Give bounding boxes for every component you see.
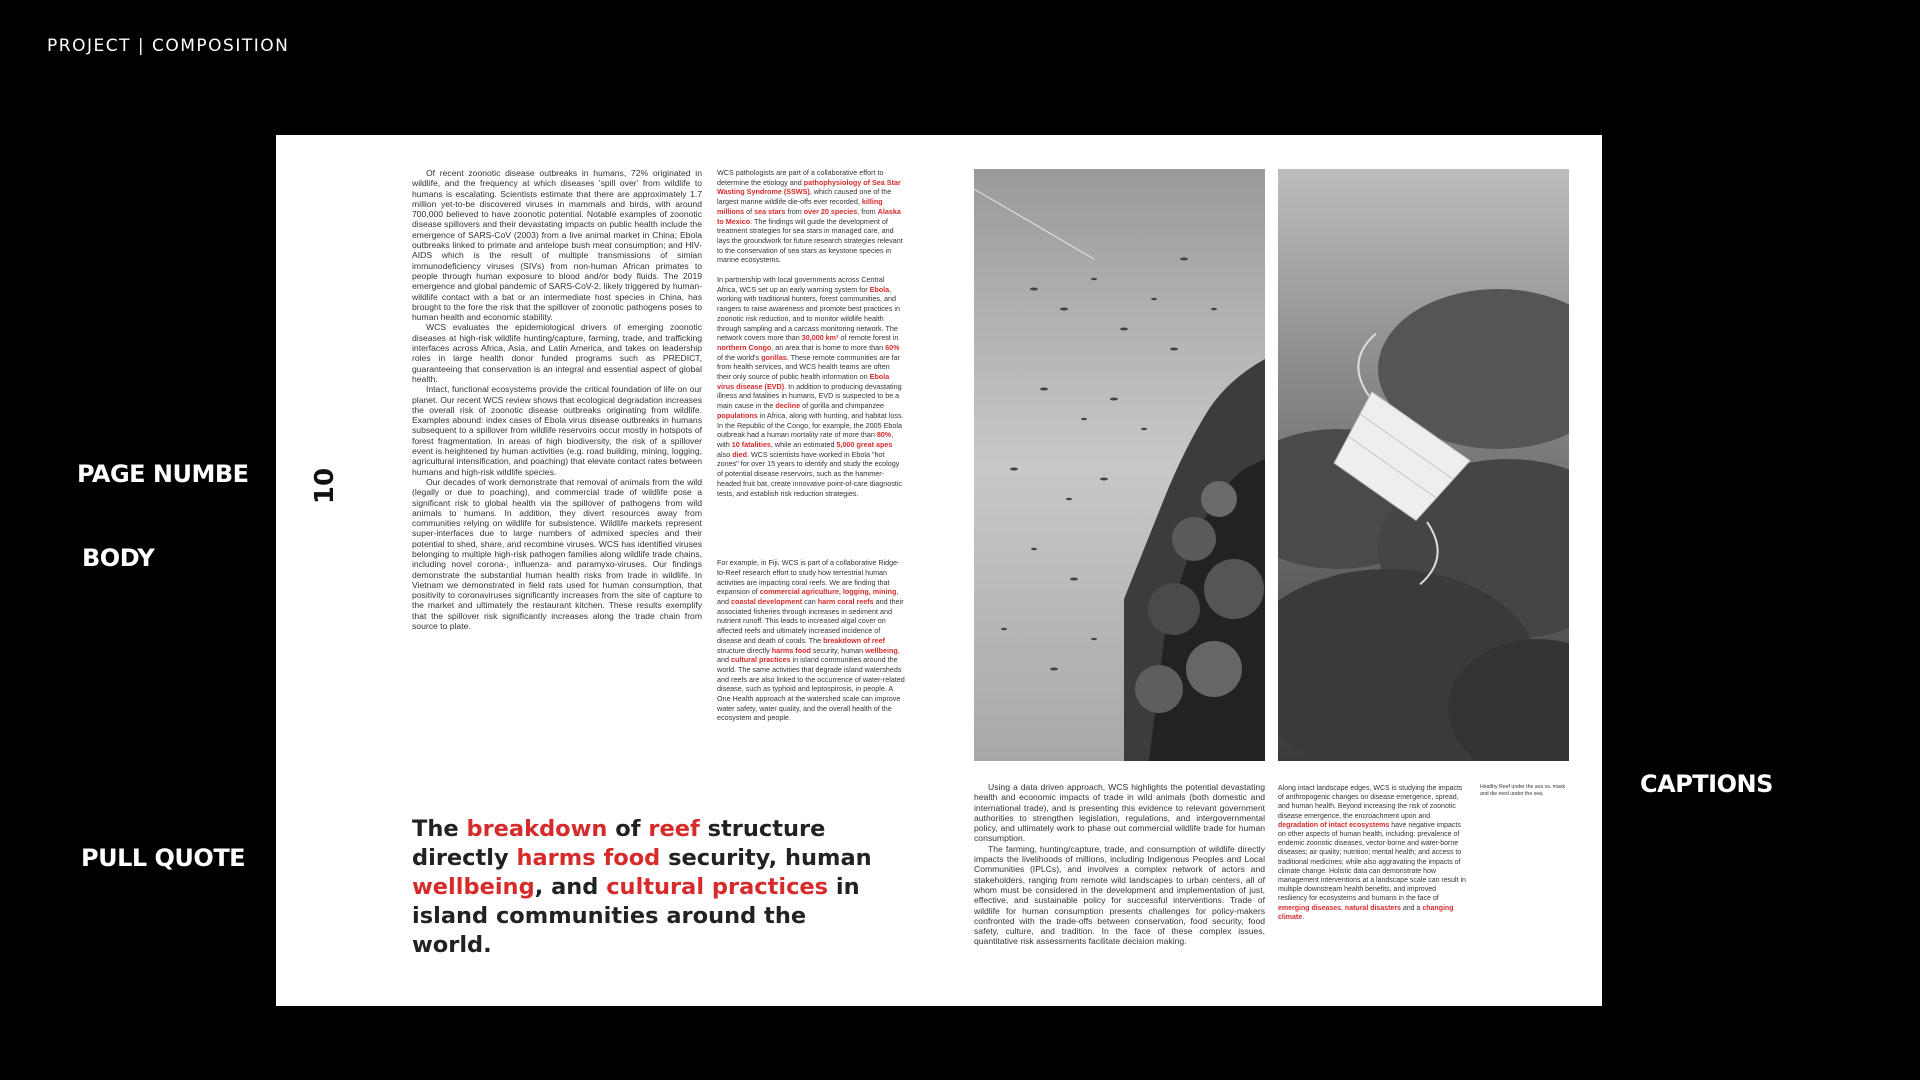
side-block-fiji: For example, in Fiji, WCS is part of a collaborative Ridge-to-Reef research effort to study how terrestrial human activities are impacting coral reefs. We are finding that expansion of commercial agriculture, logging, mining, and coastal development can harm coral reefs and their associated fisheries through increases in sediment and nutrient runoff. This leads to increased algal cover on affected reefs and ultimately increased incidence of disease and death of corals. The breakdown of reef structure directly harms food security, human wellbeing, and cultural practices in island communities around the world. The same activities that degrade island watersheds and reefs are also linked to the occurrence of water-related disease, such as typhoid and leptospirosis, in people. A One Health approach at the watershed scale can improve water safety, water quality, and the overall health of the ecosystem and people. <box>717 558 905 723</box>
side-column <box>717 168 905 733</box>
body-paragraph: Intact, functional ecosystems provide the critical foundation of life on our planet. Our recent WCS review shows that ecological degradation increases the overall risk of zoonotic disease outbreaks originating from wildlife. Examples abound: index cases of Ebola virus disease outbreaks in humans subsequent to a spillover from wildlife reservoirs occur mostly in hotspots of forest fragmentation. In areas of high biodiversity, the risk of a spillover event is heightened by human activities (e.g. road building, mining, logging, agricultural intensification, and poaching) that elevate contact rates between humans and high-risk wildlife species. <box>412 384 702 477</box>
body-paragraph: WCS evaluates the epidemiological drivers of emerging zoonotic diseases at high-risk wildlife hunting/capture, farming, trade, and trafficking interfaces across Africa, Asia, and Latin America, and takes on leadership roles in large health donor funded programs such as PREDICT, guaranteeing that conservation is an integral and essential aspect of global health. <box>412 322 702 384</box>
body-column <box>412 168 702 738</box>
bottom-paragraph: Using a data driven approach, WCS highlights the potential devastating health and economic impacts of trade in wild animals (both domestic and international trade), and is presenting this evidence to relevant government authorities to strengthen legislation, regulations, and intergovernmental policy, and ultimately work to phase out commercial wildlife trade for human consumption. <box>974 782 1265 844</box>
pull-quote: The breakdown of reef structure directly harms food security, human wellbeing, and cultural practices in island communities around the world. <box>412 816 872 958</box>
body-paragraph: Our decades of work demonstrate that removal of animals from the wild (legally or due to poaching), and commercial trade of wildlife pose a significant risk to global health via the spillover of pathogens from wild animals to humans. In addition, they divert resources away from communities relying on wildlife for subsistence. Wildlife markets represent super-interfaces due to large numbers of admixed species and their potential to shed, share, and recombine viruses. WCS has identified viruses belonging to multiple high-risk pathogen families along wildlife trade chains, including novel corona-, influenza- and paramyxo-viruses. Our findings demonstrate the substantial human health risks from trade in wildlife. In Vietnam we demonstrated in field rats used for human consumption, that positivity to coronaviruses significantly increases from the site of capture to the market and ultimately the restaurant kitchen. These results exemplify that the spillover risk significantly increases along the trade chain from source to plate. <box>412 476 702 632</box>
label-captions: CAPTIONS <box>1640 770 1773 798</box>
bottom-body-column <box>974 782 1265 994</box>
bottom-paragraph: The farming, hunting/capture, trade, and consumption of wildlife directly impacts the livelihoods of millions, including Indigenous Peoples and Local Communities (IPLCs), and involves a complex network of actors and stakeholders, ranging from remote wild landscapes to urban centers, all of whom must be considered in the development and implementation of just, effective, and sustainable policy for successful interventions. Trade of wildlife for human consumption presents challenges for policy-makers confronted with the trade-offs between conservation, food security, food safety, culture, and tradition. In the face of these complex issues, quantitative risk assessments facilitate decision making. <box>974 843 1265 947</box>
side-block-sea-stars: WCS pathologists are part of a collaborative effort to determine the etiology and pathophysiology of Sea Star Wasting Syndrome (SSWS), which caused one of the largest marine wildlife die-offs ever recorded, killing millions of sea stars from over 20 species, from Alaska to Mexico. The findings will guide the development of treatment strategies for sea stars in managed care, and lays the groundwork for future research strategies relevant to the conservation of sea stars as keystone species in marine ecosystems. <box>717 168 903 265</box>
magazine-spread <box>276 135 1602 1006</box>
side-block-ebola: In partnership with local governments across Central Africa, WCS set up an early warning system for Ebola, working with traditional hunters, forest communities, and rangers to raise awareness and promote best practices in zoonotic risk reduction, and to monitor wildlife health through sampling and a carcass monitoring network. The network covers more than 30,000 km² of remote forest in northern Congo, an area that is home to more than 60% of the world's gorillas. These remote communities are far from health services, and WCS health teams are often their only source of public health information on Ebola virus disease (EVD). In addition to producing devastating illness and fatalities in humans, EVD is suspected to be a main cause in the decline of gorilla and chimpanzee populations in Africa, along with hunting, and habitat loss. In the Republic of the Congo, for example, the 2005 Ebola outbreak had a human mortality rate of more than 80%, with 10 fatalities, while an estimated 5,000 great apes also died. WCS scientists have worked in Ebola "hot zones" for over 15 years to identify and study the ecology of potential disease reservoirs, such as the hammer-headed fruit bat, create innovative point-of-care diagnostic tests, and establish risk reduction strategies. <box>717 275 904 498</box>
body-paragraph: Of recent zoonotic disease outbreaks in humans, 72% originated in wildlife, and the frequency at which diseases 'spill over' from wildlife to humans is escalating. Scientists estimate that there are approximately 1.7 million yet-to-be discovered viruses in mammals and birds, with around 700,000 believed to have zoonotic potential. Notable examples of zoonotic disease spillovers and their devastating impacts on public health include the emergence of SARS-CoV (2003) from a live animal market in China; Ebola outbreaks linked to primate and antelope bush meat consumption; and HIV-AIDS which is the result of multiple transmissions of simian immunodeficiency viruses (SIVs) from non-human African primates to people through human exposure to blood and/or body fluids. The 2019 emergence and global pandemic of SARS-CoV-2, likely triggered by human-wildlife contact with a bat or an intermediate host species in China, has brought to the fore the risk that the spillover of zoonotic pathogens poses to human health and economic stability. <box>412 168 702 323</box>
label-body: BODY <box>82 544 155 572</box>
landscape-column <box>1278 784 1466 922</box>
label-pull-quote: PULL QUOTE <box>81 844 246 872</box>
mask-in-reef-photo <box>1278 169 1569 761</box>
photo-caption: Healthy Reef under the sea vs. mask and die reed under the sea. <box>1480 784 1566 797</box>
reef-fish-photo <box>974 169 1265 761</box>
label-page-number: PAGE NUMBE <box>77 460 249 488</box>
header-title: PROJECT | COMPOSITION <box>47 36 290 56</box>
landscape-paragraph: Along intact landscape edges, WCS is studying the impacts of anthropogenic changes on disease emergence, spread, and human health. Beyond increasing the risk of zoonotic disease emergence, the encroachment upon and degradation of intact ecosystems have negative impacts on other aspects of human health, including: prevalence of endemic zoonotic diseases, vector-borne and water-borne diseases; air quality; nutrition; mental health; and access to traditional medicines; while also aggravating the impacts of climate change. Holistic data can demonstrate how management interventions at a landscape scale can result in multiple downstream health benefits, and improved resiliency for ecosystems and humans in the face of emerging diseases, natural disasters and a changing climate. <box>1278 785 1466 921</box>
page-number: 10 <box>310 467 340 505</box>
